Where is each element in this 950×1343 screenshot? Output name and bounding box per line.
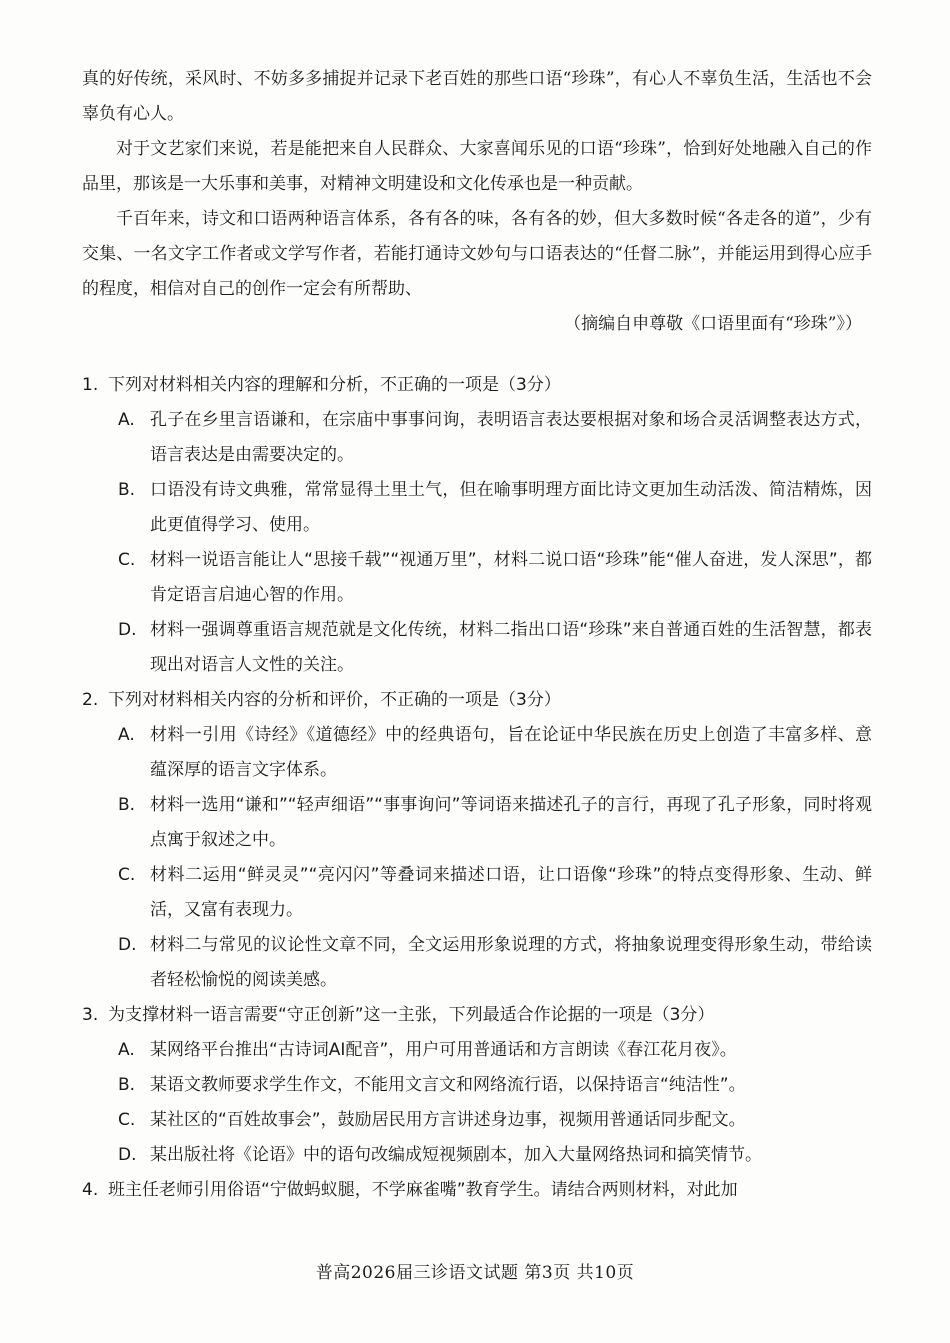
option-d <box>118 1138 872 1173</box>
option-letter: A. <box>118 1040 135 1060</box>
option-text: 材料二运用“鲜灵灵”“亮闪闪”等叠词来描述口语，让口语像“珍珠”的特点变得形象、生动、鲜活，又富有表现力。 <box>150 865 872 920</box>
question-stem: 班主任老师引用俗语“宁做蚂蚁腿，不学麻雀嘴”教育学生。请结合两则材料，对此加 <box>108 1180 738 1200</box>
passage-paragraph-3: 千百年来，诗文和口语两种语言体系，各有各的味，各有各的妙，但大多数时候“各走各的道”，少有交集、一名文字工作者或文学写作者，若能打通诗文妙句与口语表达的“任督二脉”，并能运用到得心应手的程度，相信对自己的创作一定会有所帮助、 <box>82 209 872 299</box>
option-letter: A. <box>118 725 135 745</box>
question-number: 4. <box>82 1180 99 1200</box>
option-letter: C. <box>118 1110 136 1130</box>
option-a <box>118 1033 872 1068</box>
option-c <box>118 858 872 928</box>
option-text: 材料一强调尊重语言规范就是文化传统，材料二指出口语“珍珠”来自普通百姓的生活智慧，都表现出对语言人文性的关注。 <box>150 620 872 675</box>
question-2 <box>82 683 872 998</box>
question-4 <box>82 1173 872 1208</box>
option-d <box>118 928 872 998</box>
option-letter: A. <box>118 410 135 430</box>
question-stem: 为支撑材料一语言需要“守正创新”这一主张，下列最适合作论据的一项是（3分） <box>108 1005 715 1025</box>
reading-passage <box>82 62 872 342</box>
option-text: 某出版社将《论语》中的语句改编成短视频剧本，加入大量网络热词和搞笑情节。 <box>150 1145 762 1165</box>
option-text: 材料一选用“谦和”“轻声细语”“事事询问”等词语来描述孔子的言行，再现了孔子形象，同时将观点寓于叙述之中。 <box>150 795 872 850</box>
option-letter: B. <box>118 1075 136 1095</box>
question-list <box>82 368 872 1208</box>
question-number: 2. <box>82 690 99 710</box>
option-c <box>118 1103 872 1138</box>
question-3 <box>82 998 872 1173</box>
option-letter: B. <box>118 480 136 500</box>
option-d <box>118 613 872 683</box>
passage-paragraph-1: 真的好传统，采风时、不妨多多捕捉并记录下老百姓的那些口语“珍珠”，有心人不辜负生活，生活也不会辜负有心人。 <box>82 69 872 124</box>
option-b <box>118 473 872 543</box>
question-number: 3. <box>82 1005 99 1025</box>
question-number: 1. <box>82 375 99 395</box>
option-c <box>118 543 872 613</box>
question-stem: 下列对材料相关内容的分析和评价，不正确的一项是（3分） <box>108 690 561 710</box>
option-text: 某语文教师要求学生作文，不能用文言文和网络流行语，以保持语言“纯洁性”。 <box>150 1075 746 1095</box>
option-text: 口语没有诗文典雅，常常显得土里土气，但在喻事明理方面比诗文更加生动活泼、简洁精炼，因此更值得学习、使用。 <box>150 480 872 535</box>
option-text: 孔子在乡里言语谦和，在宗庙中事事问询，表明语言表达要根据对象和场合灵活调整表达方式，语言表达是由需要决定的。 <box>150 410 872 465</box>
option-letter: C. <box>118 865 136 885</box>
option-text: 材料一引用《诗经》《道德经》中的经典语句，旨在论证中华民族在历史上创造了丰富多样、意蕴深厚的语言文字体系。 <box>150 725 872 780</box>
option-text: 某社区的“百姓故事会”，鼓励居民用方言讲述身边事，视频用普通话同步配文。 <box>150 1110 746 1130</box>
option-a <box>118 403 872 473</box>
passage-paragraph-2: 对于文艺家们来说，若是能把来自人民群众、大家喜闻乐见的口语“珍珠”，恰到好处地融入自己的作品里，那该是一大乐事和美事，对精神文明建设和文化传承也是一种贡献。 <box>82 139 872 194</box>
page-footer: 普高2026届三诊语文试题 第3页 共10页 <box>315 1263 635 1283</box>
passage-source: （摘编自申尊敬《口语里面有“珍珠”》） <box>564 314 862 334</box>
option-a <box>118 718 872 788</box>
option-letter: D. <box>118 620 137 640</box>
option-b <box>118 1068 872 1103</box>
question-1 <box>82 368 872 683</box>
option-text: 某网络平台推出“古诗词AI配音”，用户可用普通话和方言朗读《春江花月夜》。 <box>150 1040 737 1060</box>
option-letter: B. <box>118 795 136 815</box>
option-letter: C. <box>118 550 136 570</box>
option-letter: D. <box>118 935 137 955</box>
question-stem: 下列对材料相关内容的理解和分析，不正确的一项是（3分） <box>108 375 561 395</box>
option-letter: D. <box>118 1145 137 1165</box>
option-text: 材料二与常见的议论性文章不同，全文运用形象说理的方式，将抽象说理变得形象生动，带给读者轻松愉悦的阅读美感。 <box>150 935 872 990</box>
option-text: 材料一说语言能让人“思接千载”“视通万里”，材料二说口语“珍珠”能“催人奋进，发人深思”，都肯定语言启迪心智的作用。 <box>150 550 872 605</box>
option-b <box>118 788 872 858</box>
